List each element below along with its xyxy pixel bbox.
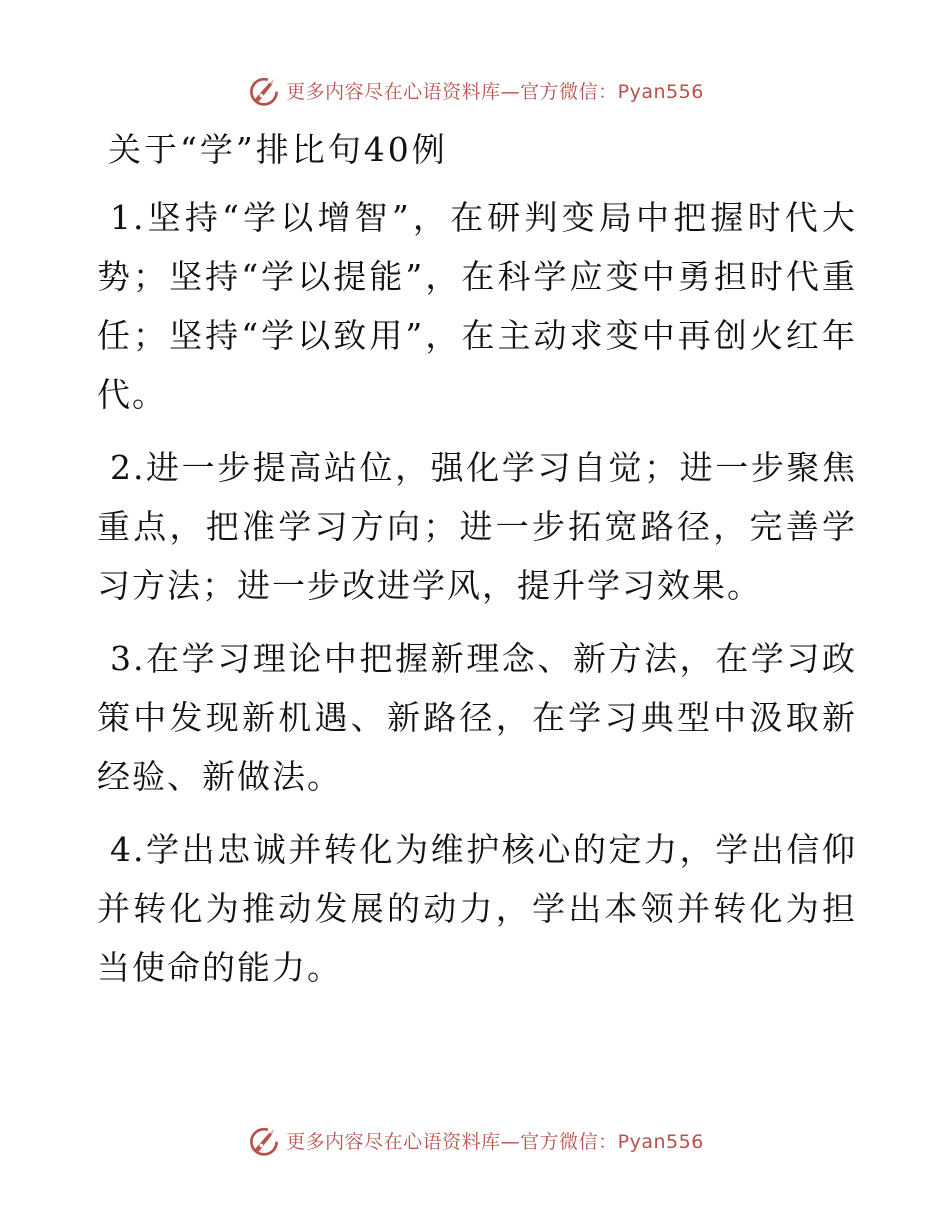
paragraph-1: 1.坚持“学以增智”，在研判变局中把握时代大势；坚持“学以提能”，在科学应变中勇担时代重任；坚持“学以致用”，在主动求变中再创火红年代。 [97, 198, 857, 414]
header-banner-text: 更多内容尽在心语资料库—官方微信：Pyan556 [286, 80, 704, 103]
paragraph-4: 4.学出忠诚并转化为维护核心的定力，学出信仰并转化为推动发展的动力，学出本领并转化为担当使命的能力。 [97, 830, 857, 987]
pen-nib-logo-icon [246, 72, 282, 108]
paragraph-2: 2.进一步提高站位，强化学习自觉；进一步聚焦重点，把准学习方向；进一步拓宽路径，完善学习方法；进一步改进学风，提升学习效果。 [97, 448, 857, 605]
document-title: 关于“学”排比句40例 [108, 130, 448, 169]
header-banner [0, 70, 950, 110]
footer-banner [0, 1120, 950, 1160]
pen-nib-logo-icon [246, 1122, 282, 1158]
footer-banner-text: 更多内容尽在心语资料库—官方微信：Pyan556 [286, 1130, 704, 1153]
header-banner-inner [246, 72, 704, 108]
paragraph-3: 3.在学习理论中把握新理念、新方法，在学习政策中发现新机遇、新路径，在学习典型中汲取新经验、新做法。 [97, 639, 857, 796]
document-body [97, 188, 857, 1011]
footer-banner-inner [246, 1122, 704, 1158]
